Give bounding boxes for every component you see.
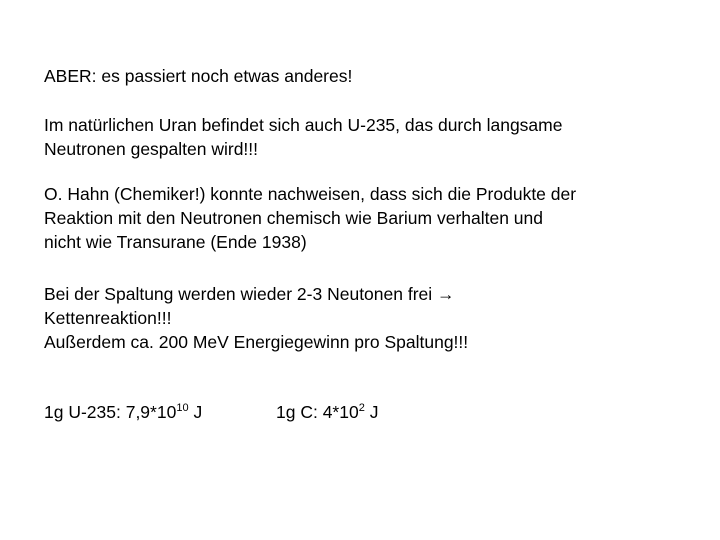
hahn-line-3: nicht wie Transurane (Ende 1938) bbox=[44, 232, 307, 252]
uranium-energy bbox=[44, 400, 202, 424]
intro-text bbox=[44, 64, 352, 88]
spaltung-line-1: Bei der Spaltung werden wieder 2-3 Neutonen frei → bbox=[44, 284, 455, 304]
spaltung-paragraph bbox=[44, 282, 468, 354]
hahn-line-2: Reaktion mit den Neutronen chemisch wie Barium verhalten und bbox=[44, 208, 544, 228]
uran-paragraph bbox=[44, 113, 562, 161]
uran-line-2: Neutronen gespalten wird!!! bbox=[44, 139, 259, 159]
hahn-line-1: O. Hahn (Chemiker!) konnte nachweisen, dass sich die Produkte der bbox=[44, 184, 577, 204]
uranium-energy-prefix: 1g U-235: 7,9*10 bbox=[44, 402, 177, 422]
uran-line-1: Im natürlichen Uran befindet sich auch U-235, das durch langsame bbox=[44, 115, 563, 135]
intro-line: ABER: es passiert noch etwas anderes! bbox=[44, 66, 353, 86]
hahn-paragraph bbox=[44, 182, 576, 254]
uranium-energy-unit: J bbox=[188, 402, 203, 422]
uranium-energy-exponent: 10 bbox=[176, 402, 189, 414]
carbon-energy-unit: J bbox=[364, 402, 379, 422]
carbon-energy bbox=[276, 400, 378, 424]
spaltung-line-3: Außerdem ca. 200 MeV Energiegewinn pro Spaltung!!! bbox=[44, 332, 469, 352]
spaltung-line-2: Kettenreaktion!!! bbox=[44, 308, 172, 328]
carbon-energy-prefix: 1g C: 4*10 bbox=[276, 402, 359, 422]
carbon-energy-exponent: 2 bbox=[358, 402, 365, 414]
